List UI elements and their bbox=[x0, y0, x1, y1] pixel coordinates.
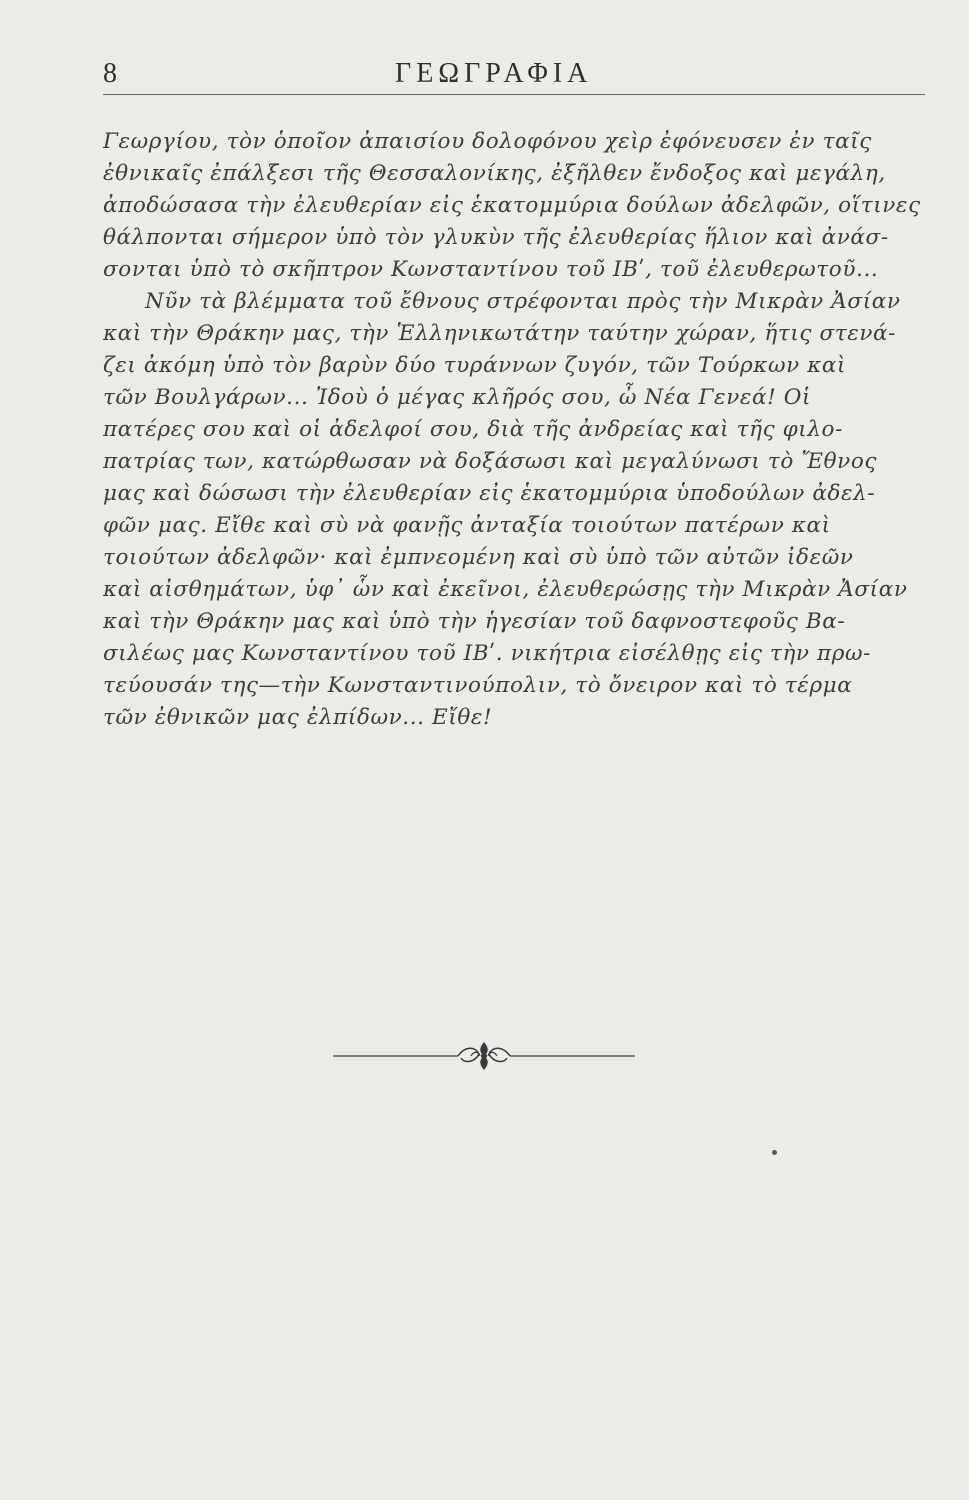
text-line: καὶ αἰσθημάτων, ὑφ᾽ ὧν καὶ ἐκεῖνοι, ἐλευθερώσῃς τὴν Μικρὰν Ἀσίαν bbox=[103, 577, 908, 602]
text-line: ζει ἀκόμη ὑπὸ τὸν βαρὺν δύο τυράννων ζυγόν, τῶν Τούρκων καὶ bbox=[103, 353, 847, 378]
body-text bbox=[103, 126, 933, 734]
text-line: τεύουσάν της—τὴν Κωνσταντινούπολιν, τὸ ὄνειρον καὶ τὸ τέρμα bbox=[103, 673, 853, 698]
text-line: φῶν μας. Εἴθε καὶ σὺ νὰ φανῇς ἀνταξία τοιούτων πατέρων καὶ bbox=[103, 513, 831, 538]
text-line: πατέρες σου καὶ οἱ ἀδελφοί σου, διὰ τῆς ἀνδρείας καὶ τῆς φιλο- bbox=[103, 417, 843, 442]
text-line: καὶ τὴν Θράκην μας καὶ ὑπὸ τὴν ἡγεσίαν τοῦ δαφνοστεφοῦς Βα- bbox=[103, 609, 846, 634]
ornament-divider bbox=[333, 1036, 635, 1076]
text-line: Νῦν τὰ βλέμματα τοῦ ἔθνους στρέφονται πρὸς τὴν Μικρὰν Ἀσίαν bbox=[145, 289, 901, 314]
text-line: ἀποδώσασα τὴν ἐλευθερίαν εἰς ἑκατομμύρια δούλων ἀδελφῶν, οἵτινες bbox=[103, 193, 921, 218]
running-title: ΓΕΩΓΡΑΦΙΑ bbox=[395, 58, 593, 89]
header-rule bbox=[103, 94, 925, 95]
page-number: 8 bbox=[103, 58, 117, 89]
text-line: μας καὶ δώσωσι τὴν ἐλευθερίαν εἰς ἑκατομμύρια ὑποδούλων ἀδελ- bbox=[103, 481, 876, 506]
text-line: ἐθνικαῖς ἐπάλξεσι τῆς Θεσσαλονίκης, ἐξῆλθεν ἔνδοξος καὶ μεγάλη, bbox=[103, 161, 886, 186]
text-line: τῶν Βουλγάρων... Ἰδοὺ ὁ μέγας κλῆρός σου, ὦ Νέα Γενεά! Οἱ bbox=[103, 385, 812, 410]
text-line: σιλέως μας Κωνσταντίνου τοῦ ΙΒʹ. νικήτρια εἰσέλθῃς εἰς τὴν πρω- bbox=[103, 641, 871, 666]
text-line: καὶ τὴν Θράκην μας, τὴν Ἑλληνικωτάτην ταύτην χώραν, ἥτις στενά- bbox=[103, 321, 897, 346]
text-line: τοιούτων ἀδελφῶν· καὶ ἐμπνεομένη καὶ σὺ ὑπὸ τῶν αὐτῶν ἰδεῶν bbox=[103, 545, 854, 570]
text-line: θάλπονται σήμερον ὑπὸ τὸν γλυκὺν τῆς ἐλευθερίας ἥλιον καὶ ἀνάσ- bbox=[103, 225, 889, 250]
print-speck bbox=[772, 1150, 777, 1155]
page-header bbox=[103, 54, 925, 98]
text-line: πατρίας των, κατώρθωσαν νὰ δοξάσωσι καὶ μεγαλύνωσι τὸ Ἔθνος bbox=[103, 449, 878, 474]
text-line: Γεωργίου, τὸν ὁποῖον ἀπαισίου δολοφόνου χεὶρ ἐφόνευσεν ἐν ταῖς bbox=[103, 129, 872, 154]
text-line: σονται ὑπὸ τὸ σκῆπτρον Κωνσταντίνου τοῦ ΙΒʹ, τοῦ ἐλευθερωτοῦ... bbox=[103, 257, 879, 282]
text-line: τῶν ἐθνικῶν μας ἐλπίδων... Εἴθε! bbox=[103, 705, 493, 730]
